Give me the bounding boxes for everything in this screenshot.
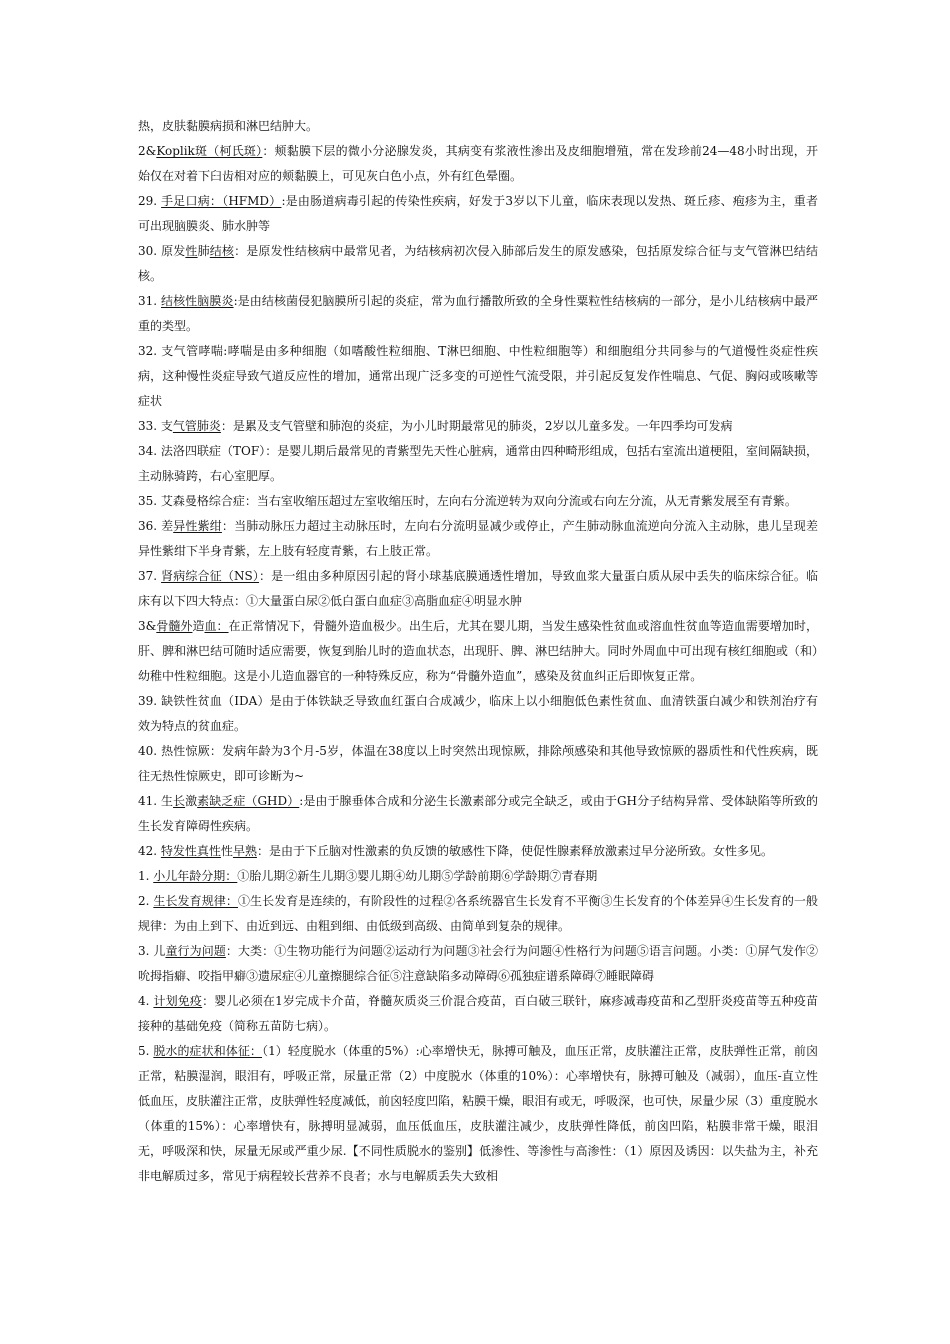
text-run: 31. [138, 294, 161, 308]
text-run: 39. 缺铁性贫血（IDA）是由于体铁缺乏导致血红蛋白合成减少，临床上以小细胞低色素性贫血、血清铁蛋白减少和铁剂治疗有效为特点的贫血症。 [138, 694, 818, 733]
paragraph-p41 [138, 789, 818, 839]
term-underlined: 童行为问题 [165, 944, 226, 958]
paragraph-p38 [138, 614, 818, 689]
text-run: 4. [138, 994, 154, 1008]
text-run: 3& [138, 619, 157, 633]
term-underlined: 手足口病：（HFMD） [161, 194, 282, 208]
text-run: 在正常情况下，骨髓外造血极少。出生后，尤其在婴儿期，当发生感染性贫血或溶血性贫血等造血需要增加时，肝、脾和淋巴结可随时适应需要，恢复到胎儿时的造血状态，出现肝、脾、淋巴结肿大。同时外周血中可出现有核红细胞或（和）幼稚中性粒细胞。这是小儿造血器官的一种特殊反应，称为“骨髓外造血”，感染及贫血纠正后即恢复正常。 [138, 619, 818, 683]
text-run: ：当肺动脉压力超过主动脉压时，左向右分流明显减少或停止，产生肺动脉血流逆向分流入主动脉，患儿呈现差异性紫绀下半身青紫，左上肢有轻度青紫，右上肢正常。 [138, 519, 818, 558]
text-run: :是由于腺垂体合成和分泌生长激素部分或完全缺乏，或由于GH分子结构异常、受体缺陷等所致的生长发育障碍性疾病。 [138, 794, 818, 833]
text-run: ：婴儿必须在1岁完成卡介苗，脊髓灰质炎三价混合疫苗，百白破三联针，麻疹减毒疫苗和乙型肝炎疫苗等五种疫苗接种的基础免疫（简称五苗防七病）。 [138, 994, 819, 1033]
paragraph-p33 [138, 414, 818, 439]
text-run: ：是由于下丘脑对性激素的负反馈的敏感性下降，使促性腺素释放激素过早分泌所致。女性多见。 [256, 844, 773, 858]
paragraph-q4 [138, 989, 818, 1039]
paragraph-p29 [138, 189, 818, 239]
text-run: 41. 生 [138, 794, 174, 808]
term-underlined: 长 [173, 794, 186, 808]
text-run: （1）轻度脱水（体重的5%）:心率增快无，脉搏可触及，血压正常，皮肤灌注正常，皮肤弹性正常，前囟正常，粘膜湿润，眼泪有，呼吸正常，尿量正常（2）中度脱水（体重的10%）：心率增快有，脉搏可触及（减弱），血压-直立性低血压，皮肤灌注正常，皮肤弹性轻度减低，前囟轻度凹陷，粘膜干燥，眼泪有或无，呼吸深，也可快，尿量少尿（3）重度脱水（体重的15%）：心率增快有，脉搏明显减弱，血压低血压，皮肤灌注减少，皮肤弹性降低，前囟凹陷，粘膜非常干燥，眼泪无，呼吸深和快，尿量无尿或严重少尿.【不同性质脱水的鉴别】低渗性、等渗性与高渗性：（1）原因及诱因：以失盐为主，补充非电解质过多，常见于病程较长营养不良者；水与电解质丢失大致相 [138, 1044, 818, 1183]
text-run: ：是原发性结核病中最常见者，为结核病初次侵入肺部后发生的原发感染，包括原发综合征与支气管淋巴结结核。 [138, 244, 818, 283]
text-run: 29. [138, 194, 162, 208]
term-underlined: 结核 [209, 244, 235, 258]
text-run: 热，皮肤黏膜病损和淋巴结肿大。 [138, 119, 319, 133]
term-underlined: 性 [185, 244, 198, 258]
text-run: ：颊黏膜下层的微小分泌腺发炎，其病变有浆液性渗出及皮细胞增殖，常在发珍前24—48小时出现，开始仅在对着下臼齿相对应的颊黏膜上，可见灰白色小点，外有红色晕圈。 [138, 144, 818, 183]
term-underlined: 早熟 [232, 844, 257, 858]
term-underlined: 气管肺炎 [172, 419, 221, 433]
text-run: 37. [138, 569, 162, 583]
text-run: 33. 支 [138, 419, 173, 433]
paragraph-p37 [138, 564, 818, 614]
term-underlined: 素缺乏症（GHD） [197, 794, 300, 808]
paragraph-p34 [138, 439, 818, 489]
text-run: ①胎儿期②新生儿期③婴儿期④幼儿期⑤学龄前期⑥学龄期⑦青春期 [237, 869, 598, 883]
text-run: ①生长发育是连续的，有阶段性的过程②各系统器官生长发育不平衡③生长发育的个体差异④生长发育的一般规律：为由上到下、由近到远、由粗到细、由低级到高级、由简单到复杂的规律。 [138, 894, 818, 933]
document-page [138, 114, 818, 1189]
text-run: 36. 差 [138, 519, 174, 533]
paragraph-p30 [138, 239, 818, 289]
text-run: 性 [220, 844, 233, 858]
paragraph-q1 [138, 864, 818, 889]
paragraph-p39 [138, 689, 818, 739]
paragraph-q5 [138, 1039, 818, 1189]
text-run: 5. [138, 1044, 154, 1058]
text-run: :是由肠道病毒引起的传染性疾病，好发于3岁以下儿童，临床表现以发热、斑丘疹、疱疹为主，重者可出现脑膜炎、肺水肿等 [138, 194, 819, 233]
text-run: 2. [138, 894, 154, 908]
text-run: 肺 [197, 244, 210, 258]
term-underlined: 生长发育规律： [153, 894, 238, 908]
paragraph-p35 [138, 489, 818, 514]
term-underlined: 肾病综合征（NS） [161, 569, 260, 583]
text-run: 40. 热性惊厥：发病年龄为3个月-5岁，体温在38度以上时突然出现惊厥，排除颅感染和其他导致惊厥的器质性和代性疾病，既往无热性惊厥史，即可诊断为~ [138, 744, 818, 783]
term-underlined: 特发性真性 [160, 844, 221, 858]
text-run: 32. 支气管哮喘:哮喘是由多种细胞（如嗜酸性粒细胞、T淋巴细胞、中性粒细胞等）和细胞组分共同参与的气道慢性炎症性疾病，这种慢性炎症导致气道反应性的增加，通常出现广泛多变的可逆性气流受限，并引起反复发作性喘息、气促、胸闷或咳嗽等症状 [138, 344, 818, 408]
text-run: ：是累及支气管壁和肺泡的炎症，为小儿时期最常见的肺炎，2岁以儿童多发。一年四季均可发病 [220, 419, 733, 433]
term-underlined: 骨髓外 [156, 619, 193, 633]
term-underlined: 异性紫绀 [173, 519, 222, 533]
text-run: 42. [138, 844, 161, 858]
text-run: 30. 原发 [138, 244, 186, 258]
paragraph-q2 [138, 889, 818, 939]
term-underlined: 计划免疫 [153, 994, 203, 1008]
text-run: 1. [138, 869, 154, 883]
text-run: ：大类：①生物功能行为问题②运动行为问题③社会行为问题④性格行为问题⑤语言问题。小类：①屏气发作②吮拇指癖、咬指甲癖③遗尿症④儿童擦腿综合征⑤注意缺陷多动障碍⑥孤独症谱系障碍⑦睡眠障碍 [138, 944, 818, 983]
text-run: ：是一组由多种原因引起的肾小球基底膜通透性增加，导致血浆大量蛋白质从尿中丢失的临床综合征。临床有以下四大特点：①大量蛋白尿②低白蛋白血症③高脂血症④明显水肿 [138, 569, 818, 608]
text-run: 34. 法洛四联症（TOF）：是婴儿期后最常见的青紫型先天性心脏病，通常由四种畸形组成，包括右室流出道梗阻，室间隔缺损，主动脉骑跨，右心室肥厚。 [138, 444, 818, 483]
text-run: 3. 儿 [138, 944, 166, 958]
text-run: 2& [138, 144, 157, 158]
paragraph-p28 [138, 139, 818, 189]
paragraph-p0 [138, 114, 818, 139]
paragraph-p36 [138, 514, 818, 564]
text-run: 激 [185, 794, 198, 808]
term-underlined: 血： [204, 619, 229, 633]
paragraph-p32 [138, 339, 818, 414]
term-underlined: 结核性脑膜炎 [161, 294, 234, 308]
paragraph-p42 [138, 839, 818, 864]
text-run: 35. 艾森曼格综合症：当右室收缩压超过左室收缩压时，左向右分流逆转为双向分流或右向左分流，从无青紫发展至有青紫。 [138, 494, 797, 508]
paragraph-p31 [138, 289, 818, 339]
term-underlined: 小儿年龄分期： [153, 869, 238, 883]
paragraph-q3 [138, 939, 818, 989]
term-underlined: 脱水的症状和体征： [153, 1044, 262, 1058]
term-underlined: Koplik斑（柯氏斑） [156, 144, 263, 158]
paragraph-p40 [138, 739, 818, 789]
text-run: 造 [192, 619, 205, 633]
text-run: :是由结核菌侵犯脑膜所引起的炎症，常为血行播散所致的全身性粟粒性结核病的一部分，是小儿结核病中最严重的类型。 [138, 294, 818, 333]
